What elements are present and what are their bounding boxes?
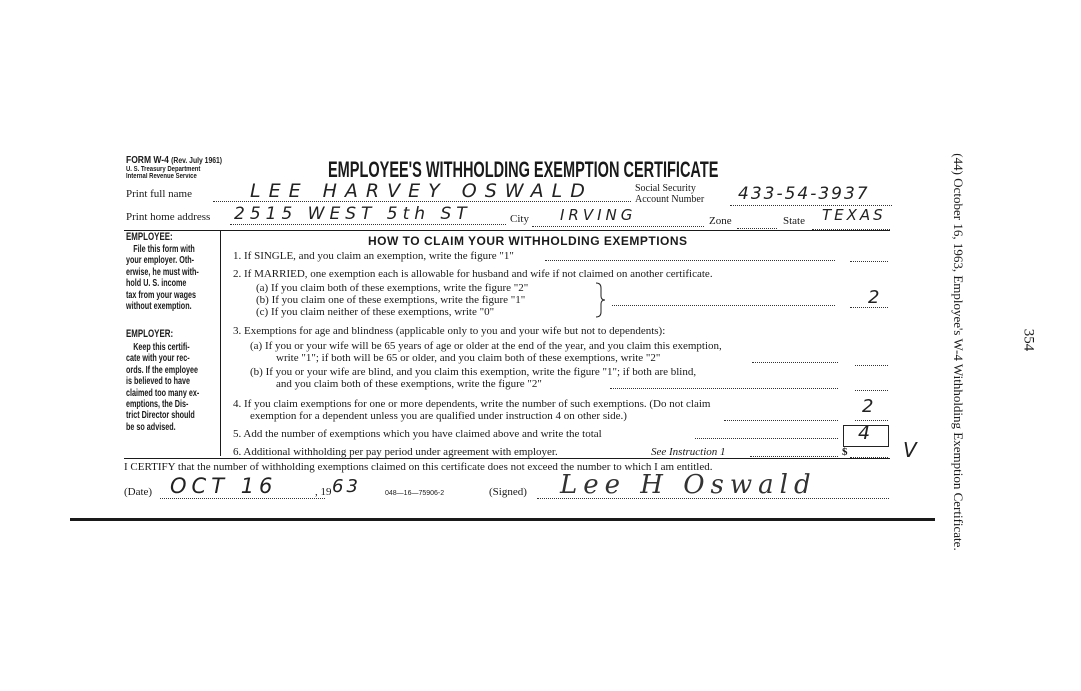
employer-text-line: trict Director should: [126, 410, 195, 422]
check-mark: V: [903, 438, 920, 462]
name-label: Print full name: [126, 188, 192, 200]
date-field-line: [160, 498, 325, 499]
line-4a: 4. If you claim exemptions for one or more dependents, write the number of such exemptions. (Do not claim: [233, 398, 711, 410]
name-value: LEE HARVEY OSWALD: [250, 180, 593, 202]
line-5-value: 4: [858, 422, 874, 444]
line-4-leader: [724, 420, 838, 421]
line-3b-1: (b) If you or your wife are blind, and you claim this exemption, write the figure "1"; if both are blind,: [250, 366, 697, 378]
figure-caption: (44) October 16, 1963, Employee's W-4 Withholding Exemption Certificate.: [951, 153, 966, 551]
line-5-leader: [695, 438, 838, 439]
year-label: , 19: [315, 486, 332, 498]
line-1-answer: [850, 261, 888, 262]
how-to-title: HOW TO CLAIM YOUR WITHHOLDING EXEMPTIONS: [368, 234, 688, 248]
state-label: State: [783, 215, 805, 227]
line-5: 5. Add the number of exemptions which you have claimed above and write the total: [233, 428, 602, 440]
employer-text-line: cate with your rec-: [126, 353, 190, 365]
top-rule: [124, 230, 890, 231]
employer-text: [126, 342, 199, 433]
line-3a-1: (a) If you or your wife will be 65 years of age or older at the end of the year, and you claim this exemption,: [250, 340, 722, 352]
year-value: 63: [332, 476, 361, 497]
line-2c: (c) If you claim neither of these exemptions, write "0": [256, 306, 495, 318]
form-code: 048—16—75906-2: [385, 490, 445, 497]
ssn-label-2: Account Number: [635, 194, 705, 205]
line-3a-2: write "1"; if both will be 65 or older, and you claim both of these exemptions, write "2": [276, 352, 661, 364]
ssn-value: 433-54-3937: [738, 184, 870, 204]
ssn-label-1: Social Security: [635, 183, 696, 194]
line-3b-leader: [610, 388, 838, 389]
employee-text: [126, 244, 199, 312]
line-4-value: 2: [862, 396, 877, 417]
date-value: OCT 16: [170, 474, 278, 498]
line-4-answer: [855, 420, 888, 421]
employer-text-line: is believed to have: [126, 376, 191, 388]
brace-icon: [594, 282, 606, 318]
certify-statement: I CERTIFY that the number of withholding exemptions claimed on this certificate does not exceed the number to which I am entitled.: [124, 461, 713, 473]
city-value: IRVING: [560, 206, 637, 224]
employee-heading: EMPLOYEE:: [126, 231, 173, 243]
line-2-leader: [612, 305, 835, 306]
dept-line-1: U. S. Treasury Department: [126, 166, 201, 173]
line-3: 3. Exemptions for age and blindness (applicable only to you and your wife but not to dependents):: [233, 325, 666, 337]
line-3a-leader: [752, 362, 838, 363]
line-6a: 6. Additional withholding per pay period under agreement with employer.: [233, 446, 558, 458]
line-6b: See Instruction 1: [651, 446, 726, 458]
city-field-line: [532, 226, 704, 227]
employer-text-line: Keep this certifi-: [133, 342, 190, 353]
line-4b: exemption for a dependent unless you are qualified under instruction 4 on other side.): [250, 410, 627, 422]
line-6-leader: [750, 456, 838, 457]
signed-label: (Signed): [489, 486, 527, 498]
employee-text-line: erwise, he must with-: [126, 266, 199, 278]
employer-heading: EMPLOYER:: [126, 328, 174, 340]
city-label: City: [510, 213, 529, 225]
line-3a-answer: [855, 365, 888, 366]
left-column-divider: [220, 231, 221, 456]
line-2-value: 2: [868, 287, 883, 308]
address-label: Print home address: [126, 211, 211, 223]
page-number: 354: [1020, 328, 1037, 352]
line-6-value: $: [842, 446, 848, 458]
zone-field-line: [737, 228, 777, 229]
zone-label: Zone: [709, 215, 732, 227]
employee-text-line: without exemption.: [126, 301, 192, 313]
employer-text-line: emptions, the Dis-: [126, 399, 189, 411]
signature: Lee H Oswald: [560, 470, 817, 500]
form-label: FORM W-4 (Rev. July 1961): [126, 155, 223, 166]
employee-text-line: your employer. Oth-: [126, 255, 195, 267]
line-2b: (b) If you claim one of these exemptions, write the figure "1": [256, 294, 526, 306]
line-2a: (a) If you claim both of these exemptions, write the figure "2": [256, 282, 529, 294]
bottom-rule: [70, 518, 935, 521]
state-value: TEXAS: [822, 206, 886, 224]
employee-text-line: File this form with: [133, 244, 195, 255]
address-field-line: [230, 224, 506, 225]
employee-text-line: hold U. S. income: [126, 278, 187, 290]
line-2: 2. If MARRIED, one exemption each is allowable for husband and wife if not claimed on another certificate.: [233, 268, 713, 280]
employee-text-line: tax from your wages: [126, 289, 197, 301]
line-1-leader: [545, 260, 835, 261]
line-3b-2: and you claim both of these exemptions, write the figure "2": [276, 378, 542, 390]
employer-text-line: claimed too many ex-: [126, 387, 200, 399]
employer-text-line: be so advised.: [126, 421, 176, 433]
address-value: 2515 WEST 5th ST: [234, 204, 472, 224]
line-3b-answer: [855, 390, 888, 391]
certify-rule: [124, 458, 890, 459]
employer-text-line: ords. If the employee: [126, 364, 199, 376]
form-title: EMPLOYEE'S WITHHOLDING EXEMPTION CERTIFICATE: [328, 157, 719, 182]
dept-line-2: Internal Revenue Service: [126, 173, 197, 180]
line-1: 1. If SINGLE, and you claim an exemption, write the figure "1": [233, 250, 514, 262]
date-label: (Date): [124, 486, 153, 498]
